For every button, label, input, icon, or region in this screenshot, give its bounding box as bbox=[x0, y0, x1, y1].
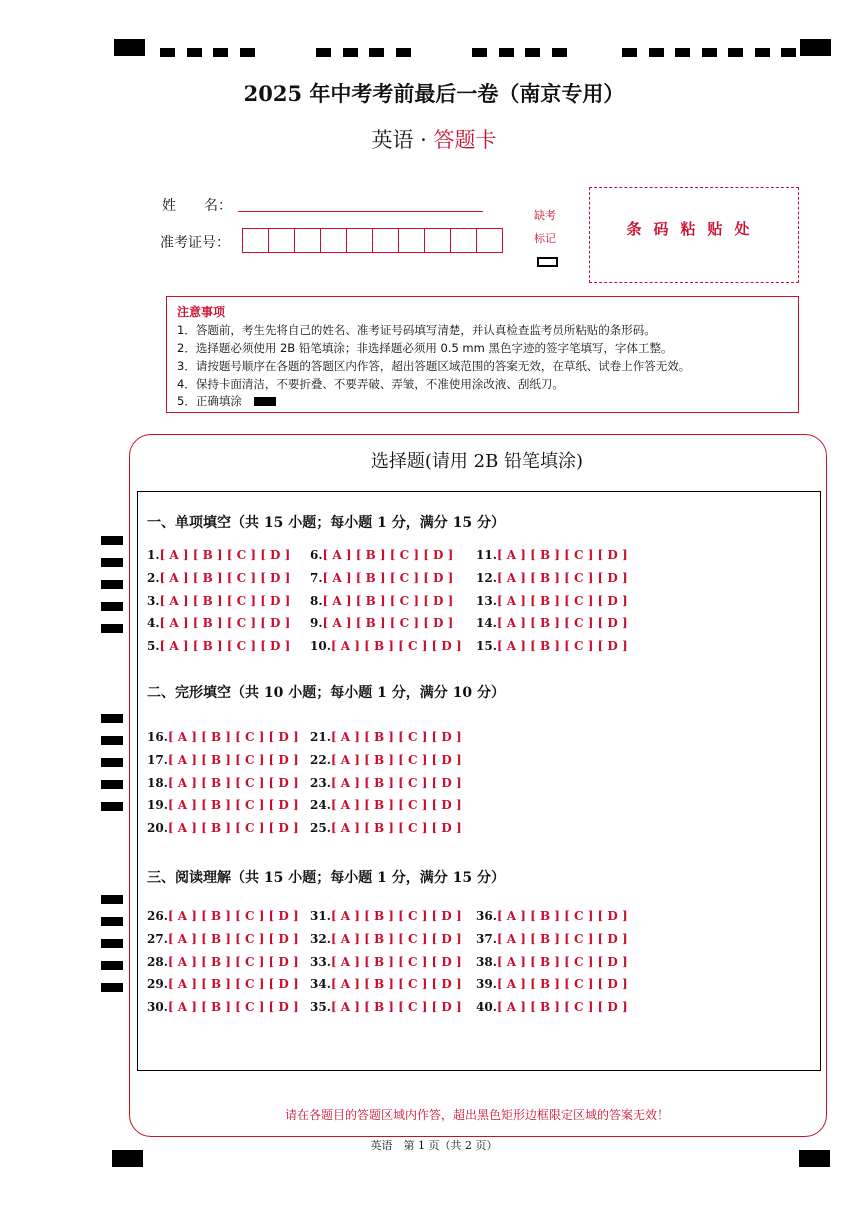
question-number: 24. bbox=[310, 798, 331, 813]
question-item[interactable] bbox=[476, 909, 628, 923]
timing-mark bbox=[396, 48, 411, 57]
question-item[interactable] bbox=[476, 616, 628, 630]
timing-mark bbox=[728, 48, 743, 57]
absent-mark-label bbox=[530, 204, 560, 250]
answer-options[interactable]: [ A ] [ B ] [ C ] [ D ] bbox=[496, 639, 628, 654]
name-label: 姓 名： bbox=[162, 198, 232, 214]
timing-mark bbox=[649, 48, 664, 57]
question-item[interactable] bbox=[147, 932, 299, 946]
answer-options[interactable]: [ A ] [ B ] [ C ] [ D ] bbox=[167, 931, 299, 946]
answer-options[interactable]: [ A ] [ B ] [ C ] [ D ] bbox=[159, 616, 291, 631]
timing-mark bbox=[101, 558, 123, 567]
answer-options[interactable]: [ A ] [ B ] [ C ] [ D ] bbox=[330, 730, 462, 744]
question-item[interactable] bbox=[310, 730, 462, 744]
question-number: 34. bbox=[310, 977, 331, 992]
answer-options[interactable]: [ A ] [ B ] [ C ] [ D ] bbox=[330, 752, 462, 767]
question-number: 33. bbox=[310, 954, 331, 969]
question-item[interactable] bbox=[147, 821, 299, 835]
question-number: 19. bbox=[147, 798, 168, 813]
question-number: 11. bbox=[476, 548, 497, 562]
question-number: 38. bbox=[476, 954, 497, 969]
question-number: 31. bbox=[310, 909, 331, 923]
question-item[interactable] bbox=[147, 639, 290, 653]
question-item[interactable] bbox=[310, 548, 453, 562]
question-number: 21. bbox=[310, 730, 331, 744]
section-title: 三、阅读理解（共 15 小题；每小题 1 分，满分 15 分） bbox=[147, 870, 505, 886]
id-digit-box[interactable] bbox=[450, 228, 477, 253]
question-item[interactable] bbox=[310, 594, 453, 608]
question-number: 36. bbox=[476, 909, 497, 923]
answer-options[interactable]: [ A ] [ B ] [ C ] [ D ] bbox=[330, 909, 462, 923]
id-number-boxes[interactable] bbox=[242, 228, 502, 253]
question-item[interactable] bbox=[310, 821, 462, 835]
answer-options[interactable]: [ A ] [ B ] [ C ] [ D ] bbox=[330, 775, 462, 790]
timing-mark bbox=[101, 714, 123, 723]
question-item[interactable] bbox=[310, 616, 453, 630]
timing-mark bbox=[101, 536, 123, 545]
timing-mark bbox=[101, 961, 123, 970]
id-digit-box[interactable] bbox=[476, 228, 503, 253]
question-number: 27. bbox=[147, 931, 168, 946]
answer-options[interactable]: [ A ] [ B ] [ C ] [ D ] bbox=[167, 954, 299, 969]
answer-options[interactable]: [ A ] [ B ] [ C ] [ D ] bbox=[496, 570, 628, 585]
question-item[interactable] bbox=[476, 548, 628, 562]
timing-mark bbox=[101, 602, 123, 611]
timing-mark bbox=[675, 48, 690, 57]
question-number: 25. bbox=[310, 821, 331, 836]
question-item[interactable] bbox=[310, 753, 462, 767]
answer-options[interactable]: [ A ] [ B ] [ C ] [ D ] bbox=[330, 821, 462, 836]
question-number: 20. bbox=[147, 821, 168, 836]
page-subtitle bbox=[0, 124, 868, 154]
timing-mark bbox=[369, 48, 384, 57]
question-item[interactable] bbox=[310, 798, 462, 812]
timing-mark bbox=[101, 895, 123, 904]
answer-options[interactable]: [ A ] [ B ] [ C ] [ D ] bbox=[496, 909, 628, 923]
timing-mark bbox=[240, 48, 255, 57]
subject-label: 英语 bbox=[371, 128, 414, 152]
answer-options[interactable]: [ A ] [ B ] [ C ] [ D ] bbox=[167, 909, 299, 923]
timing-mark bbox=[525, 48, 540, 57]
page-number: 英语 第 1 页（共 2 页） bbox=[370, 1139, 498, 1152]
answer-options[interactable]: [ A ] [ B ] [ C ] [ D ] bbox=[167, 1000, 299, 1015]
question-number: 13. bbox=[476, 593, 497, 608]
question-number: 2. bbox=[147, 570, 160, 585]
timing-mark bbox=[160, 48, 175, 57]
question-item[interactable] bbox=[147, 594, 290, 608]
id-digit-box[interactable] bbox=[424, 228, 451, 253]
answer-options[interactable]: [ A ] [ B ] [ C ] [ D ] bbox=[167, 977, 299, 992]
card-label: 答题卡 bbox=[433, 128, 497, 152]
question-item[interactable] bbox=[147, 909, 299, 923]
answer-options[interactable]: [ A ] [ B ] [ C ] [ D ] bbox=[330, 639, 462, 654]
timing-mark bbox=[755, 48, 770, 57]
answer-options[interactable]: [ A ] [ B ] [ C ] [ D ] bbox=[330, 954, 462, 969]
answer-warning: 请在各题目的答题区域内作答，超出黑色矩形边框限定区域的答案无效！ bbox=[284, 1108, 669, 1122]
question-item[interactable] bbox=[476, 594, 628, 608]
question-number: 16. bbox=[147, 730, 168, 744]
absent-mark-box[interactable] bbox=[537, 257, 558, 267]
answer-options[interactable]: [ A ] [ B ] [ C ] [ D ] bbox=[167, 752, 299, 767]
question-item[interactable] bbox=[310, 776, 462, 790]
question-number: 14. bbox=[476, 616, 497, 631]
question-item[interactable] bbox=[476, 932, 628, 946]
notice-line: 3．请按题号顺序在各题的答题区内作答，超出答题区域范围的答案无效，在草纸、试卷上作答无效。 bbox=[177, 359, 691, 373]
id-digit-box[interactable] bbox=[372, 228, 399, 253]
corner-mark-top-left bbox=[114, 39, 145, 56]
subtitle-dot: · bbox=[420, 128, 427, 152]
notice-line bbox=[177, 393, 276, 409]
answer-options[interactable]: [ A ] [ B ] [ C ] [ D ] bbox=[496, 1000, 628, 1015]
question-item[interactable] bbox=[476, 571, 628, 585]
answer-options[interactable]: [ A ] [ B ] [ C ] [ D ] bbox=[330, 798, 462, 813]
question-number: 17. bbox=[147, 752, 168, 767]
question-number: 7. bbox=[310, 570, 323, 585]
timing-mark bbox=[472, 48, 487, 57]
absent-label-1: 缺考 bbox=[534, 209, 556, 222]
timing-mark bbox=[499, 48, 514, 57]
timing-mark bbox=[101, 758, 123, 767]
question-number: 35. bbox=[310, 1000, 331, 1015]
correct-fill-sample bbox=[254, 397, 276, 406]
question-item[interactable] bbox=[476, 977, 628, 991]
answer-options[interactable]: [ A ] [ B ] [ C ] [ D ] bbox=[496, 548, 628, 562]
question-number: 22. bbox=[310, 752, 331, 767]
id-digit-box[interactable] bbox=[242, 228, 269, 253]
question-item[interactable] bbox=[147, 616, 290, 630]
question-item[interactable] bbox=[147, 776, 299, 790]
timing-mark bbox=[101, 624, 123, 633]
id-digit-box[interactable] bbox=[346, 228, 373, 253]
timing-mark bbox=[552, 48, 567, 57]
question-number: 1. bbox=[147, 548, 160, 562]
question-number: 5. bbox=[147, 639, 160, 654]
question-number: 12. bbox=[476, 570, 497, 585]
question-item[interactable] bbox=[310, 571, 453, 585]
question-number: 39. bbox=[476, 977, 497, 992]
timing-mark bbox=[101, 983, 123, 992]
timing-mark bbox=[316, 48, 331, 57]
question-item[interactable] bbox=[476, 955, 628, 969]
question-item[interactable] bbox=[147, 977, 299, 991]
question-number: 32. bbox=[310, 931, 331, 946]
id-digit-box[interactable] bbox=[268, 228, 295, 253]
question-number: 40. bbox=[476, 1000, 497, 1015]
question-number: 18. bbox=[147, 775, 168, 790]
question-number: 9. bbox=[310, 616, 323, 631]
absent-label-2: 标记 bbox=[534, 232, 556, 245]
question-number: 37. bbox=[476, 931, 497, 946]
question-number: 15. bbox=[476, 639, 497, 654]
answer-options[interactable]: [ A ] [ B ] [ C ] [ D ] bbox=[322, 548, 454, 562]
timing-mark bbox=[101, 802, 123, 811]
timing-mark bbox=[101, 780, 123, 789]
section-title: 二、完形填空（共 10 小题；每小题 1 分，满分 10 分） bbox=[147, 685, 505, 701]
question-item[interactable] bbox=[310, 932, 462, 946]
answer-options[interactable]: [ A ] [ B ] [ C ] [ D ] bbox=[496, 977, 628, 992]
timing-mark bbox=[702, 48, 717, 57]
answer-options[interactable]: [ A ] [ B ] [ C ] [ D ] bbox=[167, 798, 299, 813]
answer-options[interactable]: [ A ] [ B ] [ C ] [ D ] bbox=[322, 593, 454, 608]
question-number: 30. bbox=[147, 1000, 168, 1015]
id-digit-box[interactable] bbox=[294, 228, 321, 253]
answer-options[interactable]: [ A ] [ B ] [ C ] [ D ] bbox=[322, 570, 454, 585]
answer-options[interactable]: [ A ] [ B ] [ C ] [ D ] bbox=[167, 730, 299, 744]
id-digit-box[interactable] bbox=[398, 228, 425, 253]
timing-mark bbox=[622, 48, 637, 57]
timing-mark bbox=[101, 736, 123, 745]
question-number: 29. bbox=[147, 977, 168, 992]
timing-mark bbox=[101, 917, 123, 926]
answer-options[interactable]: [ A ] [ B ] [ C ] [ D ] bbox=[167, 821, 299, 836]
question-item[interactable] bbox=[147, 955, 299, 969]
question-item[interactable] bbox=[310, 1000, 462, 1014]
question-item[interactable] bbox=[310, 639, 462, 653]
section-title: 一、单项填空（共 15 小题；每小题 1 分，满分 15 分） bbox=[147, 515, 505, 531]
question-number: 8. bbox=[310, 593, 323, 608]
answer-options[interactable]: [ A ] [ B ] [ C ] [ D ] bbox=[322, 616, 454, 631]
answer-options[interactable]: [ A ] [ B ] [ C ] [ D ] bbox=[330, 977, 462, 992]
question-item[interactable] bbox=[147, 753, 299, 767]
question-number: 6. bbox=[310, 548, 323, 562]
question-item[interactable] bbox=[310, 955, 462, 969]
answer-options[interactable]: [ A ] [ B ] [ C ] [ D ] bbox=[159, 548, 291, 562]
answer-options[interactable]: [ A ] [ B ] [ C ] [ D ] bbox=[330, 931, 462, 946]
answer-options[interactable]: [ A ] [ B ] [ C ] [ D ] bbox=[496, 954, 628, 969]
notice-line: 2．选择题必须使用 2B 铅笔填涂；非选择题必须用 0.5 mm 黑色字迹的签字笔填写，字体工整。 bbox=[177, 341, 673, 355]
question-number: 4. bbox=[147, 616, 160, 631]
timing-mark bbox=[101, 580, 123, 589]
answer-options[interactable]: [ A ] [ B ] [ C ] [ D ] bbox=[159, 593, 291, 608]
timing-mark bbox=[781, 48, 796, 57]
question-item[interactable] bbox=[147, 1000, 299, 1014]
question-item[interactable] bbox=[476, 639, 628, 653]
question-number: 10. bbox=[310, 639, 331, 654]
id-label: 准考证号： bbox=[160, 235, 230, 251]
question-number: 3. bbox=[147, 593, 160, 608]
notice-line-text: 5．正确填涂 bbox=[177, 394, 242, 408]
id-digit-box[interactable] bbox=[320, 228, 347, 253]
answer-options[interactable]: [ A ] [ B ] [ C ] [ D ] bbox=[159, 639, 291, 654]
barcode-label: 条码粘贴处 bbox=[626, 220, 762, 238]
answer-options[interactable]: [ A ] [ B ] [ C ] [ D ] bbox=[159, 570, 291, 585]
notice-line: 1．答题前，考生先将自己的姓名、准考证号码填写清楚，并认真检查监考员所粘贴的条形码。 bbox=[177, 323, 656, 337]
notice-heading: 注意事项 bbox=[177, 305, 226, 319]
timing-mark bbox=[343, 48, 358, 57]
question-item[interactable] bbox=[147, 548, 290, 562]
answer-options[interactable]: [ A ] [ B ] [ C ] [ D ] bbox=[496, 593, 628, 608]
question-item[interactable] bbox=[310, 909, 462, 923]
question-item[interactable] bbox=[310, 977, 462, 991]
answer-options[interactable]: [ A ] [ B ] [ C ] [ D ] bbox=[496, 616, 628, 631]
question-number: 26. bbox=[147, 909, 168, 923]
name-field[interactable] bbox=[238, 211, 483, 212]
notice-box bbox=[166, 296, 799, 413]
question-item[interactable] bbox=[147, 730, 299, 744]
timing-mark bbox=[187, 48, 202, 57]
answer-options[interactable]: [ A ] [ B ] [ C ] [ D ] bbox=[167, 775, 299, 790]
question-number: 28. bbox=[147, 954, 168, 969]
notice-line: 4．保持卡面清洁，不要折叠、不要弄破、弄皱，不准使用涂改液、刮纸刀。 bbox=[177, 377, 564, 391]
question-item[interactable] bbox=[476, 1000, 628, 1014]
corner-mark-top-right bbox=[800, 39, 831, 56]
question-number: 23. bbox=[310, 775, 331, 790]
page-title: 2025 年中考考前最后一卷（南京专用） bbox=[243, 81, 625, 106]
barcode-area bbox=[589, 187, 799, 283]
timing-mark bbox=[213, 48, 228, 57]
question-item[interactable] bbox=[147, 798, 299, 812]
question-item[interactable] bbox=[147, 571, 290, 585]
mc-title: 选择题(请用 2B 铅笔填涂) bbox=[370, 451, 584, 472]
answer-options[interactable]: [ A ] [ B ] [ C ] [ D ] bbox=[330, 1000, 462, 1015]
answer-options[interactable]: [ A ] [ B ] [ C ] [ D ] bbox=[496, 931, 628, 946]
timing-mark bbox=[101, 939, 123, 948]
